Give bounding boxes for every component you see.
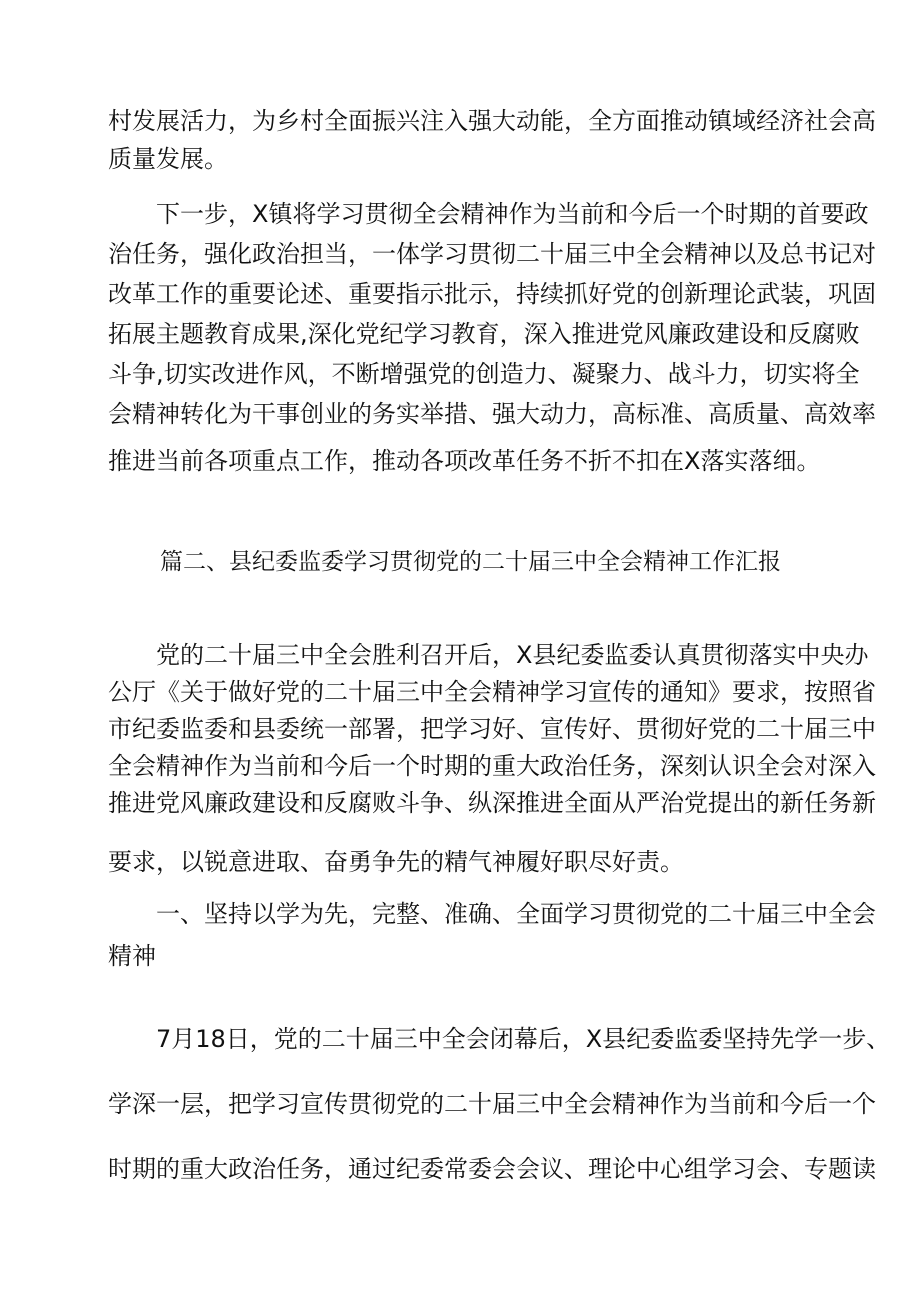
paragraph-line: 7月18日，党的二十届三中全会闭幕后，X县纪委监委坚持先学一步、 [156, 1025, 891, 1053]
paragraph-line: 治任务，强化政治担当，一体学习贯彻二十届三中全会精神以及总书记对 [108, 240, 876, 268]
paragraph-line: 一、坚持以学为先，完整、准确、全面学习贯彻党的二十届三中全会 [156, 900, 876, 928]
paragraph-line: 斗争,切实改进作风，不断增强党的创造力、凝聚力、战斗力，切实将全 [108, 360, 860, 388]
paragraph-line: 精神 [108, 942, 156, 970]
paragraph-line: 全会精神作为当前和今后一个时期的重大政治任务，深刻认识全会对深入 [108, 752, 876, 780]
paragraph-line: 拓展主题教育成果,深化党纪学习教育，深入推进党风廉政建设和反腐败 [108, 320, 860, 348]
paragraph-line: 要求，以锐意进取、奋勇争先的精气神履好职尽好责。 [108, 848, 684, 876]
paragraph-line: 改革工作的重要论述、重要指示批示，持续抓好党的创新理论武装，巩固 [108, 280, 876, 308]
paragraph-line: 公厅《关于做好党的二十届三中全会精神学习宣传的通知》要求，按照省 [108, 678, 876, 706]
section-heading: 篇二、县纪委监委学习贯彻党的二十届三中全会精神工作汇报 [160, 549, 781, 575]
paragraph-line: 推进党风廉政建设和反腐败斗争、纵深推进全面从严治党提出的新任务新 [108, 789, 876, 817]
paragraph-line: 推进当前各项重点工作，推动各项改革任务不折不扣在X落实落细。 [108, 447, 821, 475]
paragraph-line: 村发展活力，为乡村全面振兴注入强大动能，全方面推动镇域经济社会高 [108, 107, 876, 135]
paragraph-line: 时期的重大政治任务，通过纪委常委会会议、理论中心组学习会、专题读 [108, 1155, 876, 1183]
paragraph-line: 下一步，X镇将学习贯彻全会精神作为当前和今后一个时期的首要政 [156, 200, 869, 228]
paragraph-line: 党的二十届三中全会胜利召开后，X县纪委监委认真贯彻落实中央办 [156, 641, 869, 669]
paragraph-line: 质量发展。 [108, 145, 228, 173]
paragraph-line: 市纪委监委和县委统一部署，把学习好、宣传好、贯彻好党的二十届三中 [108, 715, 876, 743]
paragraph-line: 会精神转化为干事创业的务实举措、强大动力，高标准、高质量、高效率 [108, 400, 876, 428]
paragraph-line: 学深一层，把学习宣传贯彻党的二十届三中全会精神作为当前和今后一个 [108, 1090, 876, 1118]
